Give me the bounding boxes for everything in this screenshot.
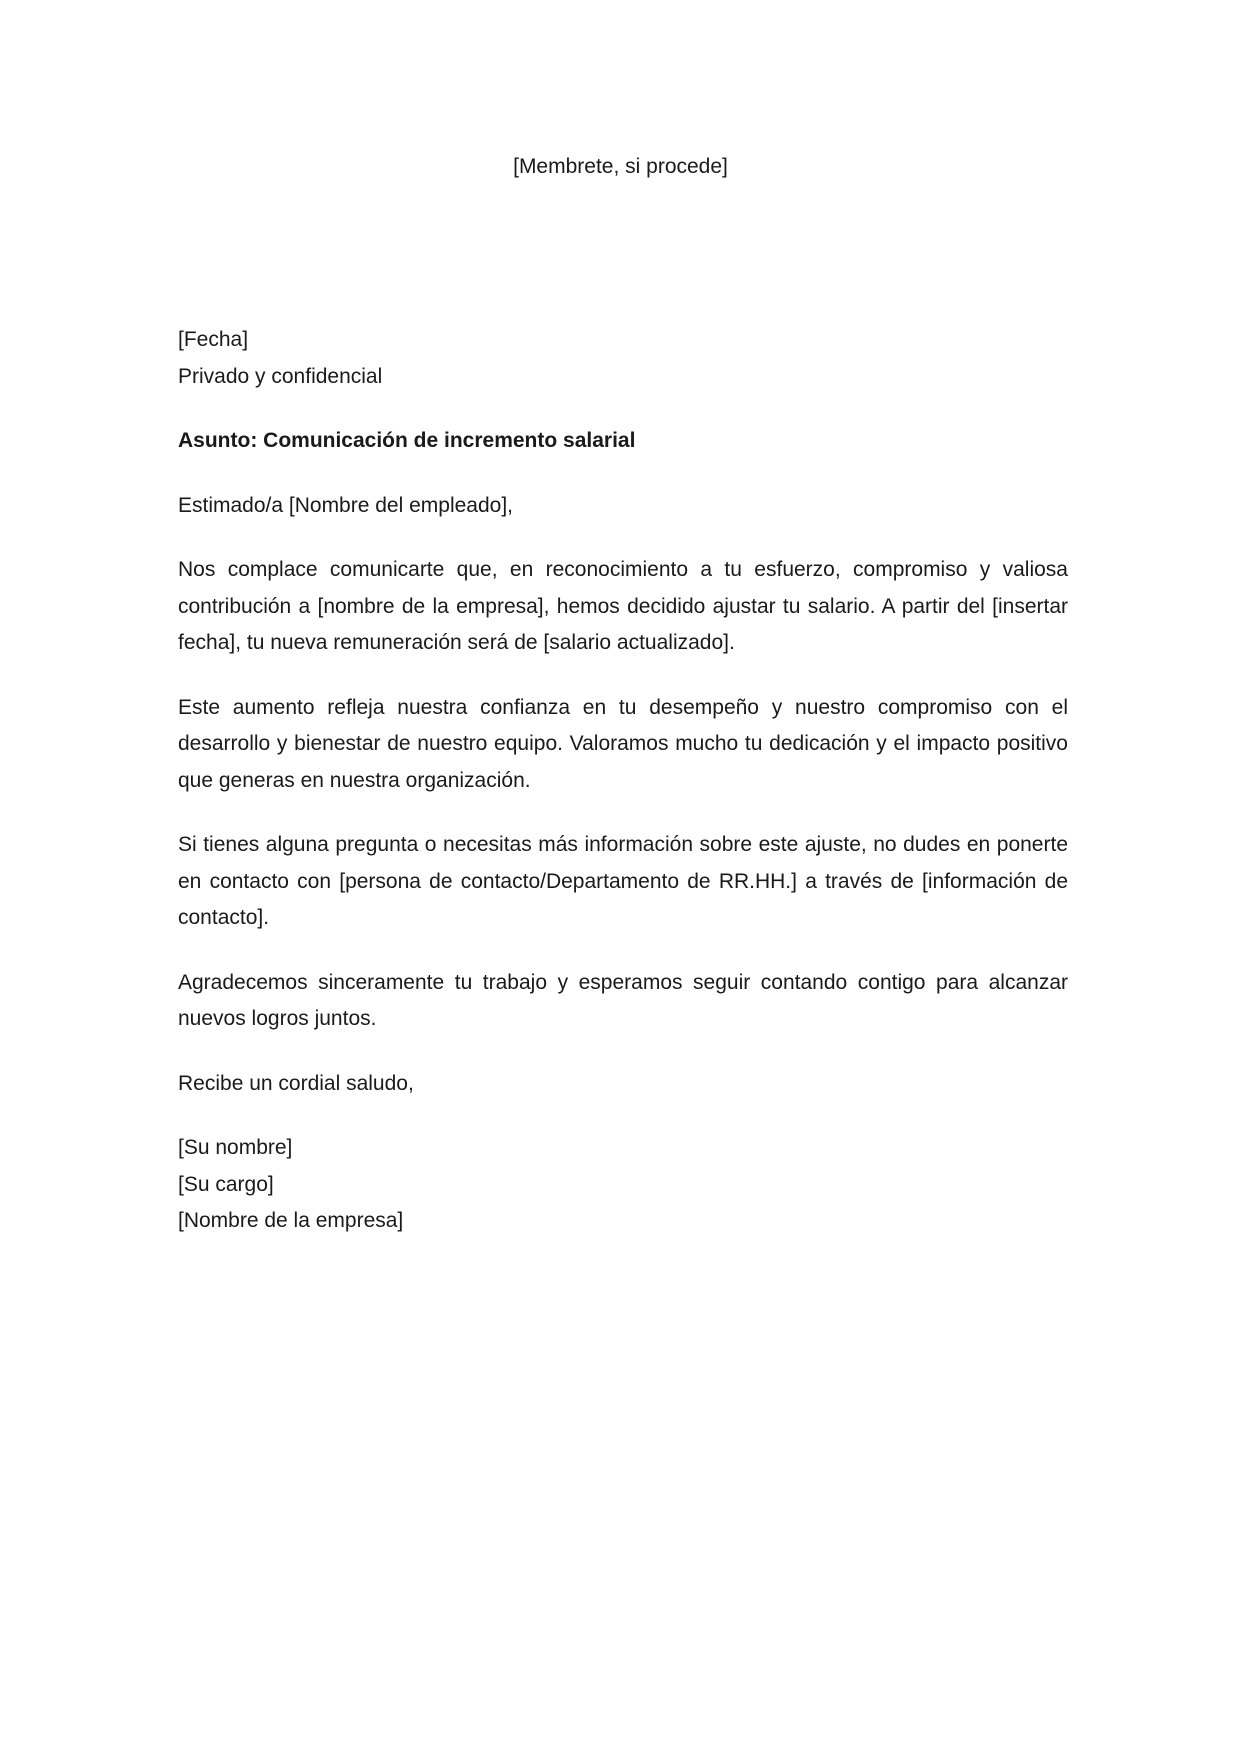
paragraph-1: Nos complace comunicarte que, en reconocimiento a tu esfuerzo, compromiso y valiosa contribución a [nombre de la empresa], hemos decidido ajustar tu salario. A partir del [insertar fecha], tu nueva remuneración será de [salario actualizado]. <box>178 558 1068 654</box>
letterhead: [Membrete, si procede] <box>513 155 728 178</box>
signature-name: [Su nombre] <box>178 1136 293 1159</box>
signature-company: [Nombre de la empresa] <box>178 1209 404 1232</box>
letter-body <box>178 322 1068 1240</box>
paragraph-2: Este aumento refleja nuestra confianza en tu desempeño y nuestro compromiso con el desarrollo y bienestar de nuestro equipo. Valoramos mucho tu dedicación y el impacto positivo que generas en nuestra organización. <box>178 695 1068 792</box>
signature-position: [Su cargo] <box>178 1172 274 1196</box>
closing: Recibe un cordial saludo, <box>178 1071 414 1095</box>
paragraph-4: Agradecemos sinceramente tu trabajo y esperamos seguir contando contigo para alcanzar nuevos logros juntos. <box>178 970 1068 1030</box>
paragraph-3: Si tienes alguna pregunta o necesitas más información sobre este ajuste, no dudes en ponerte en contacto con [persona de contacto/Departamento de RR.HH.] a través de [información de contacto]. <box>178 833 1068 929</box>
greeting: Estimado/a [Nombre del empleado], <box>178 493 514 517</box>
subject-line: Asunto: Comunicación de incremento salarial <box>178 429 636 452</box>
confidentiality-line: Privado y confidencial <box>178 364 383 388</box>
date-line: [Fecha] <box>178 328 249 351</box>
